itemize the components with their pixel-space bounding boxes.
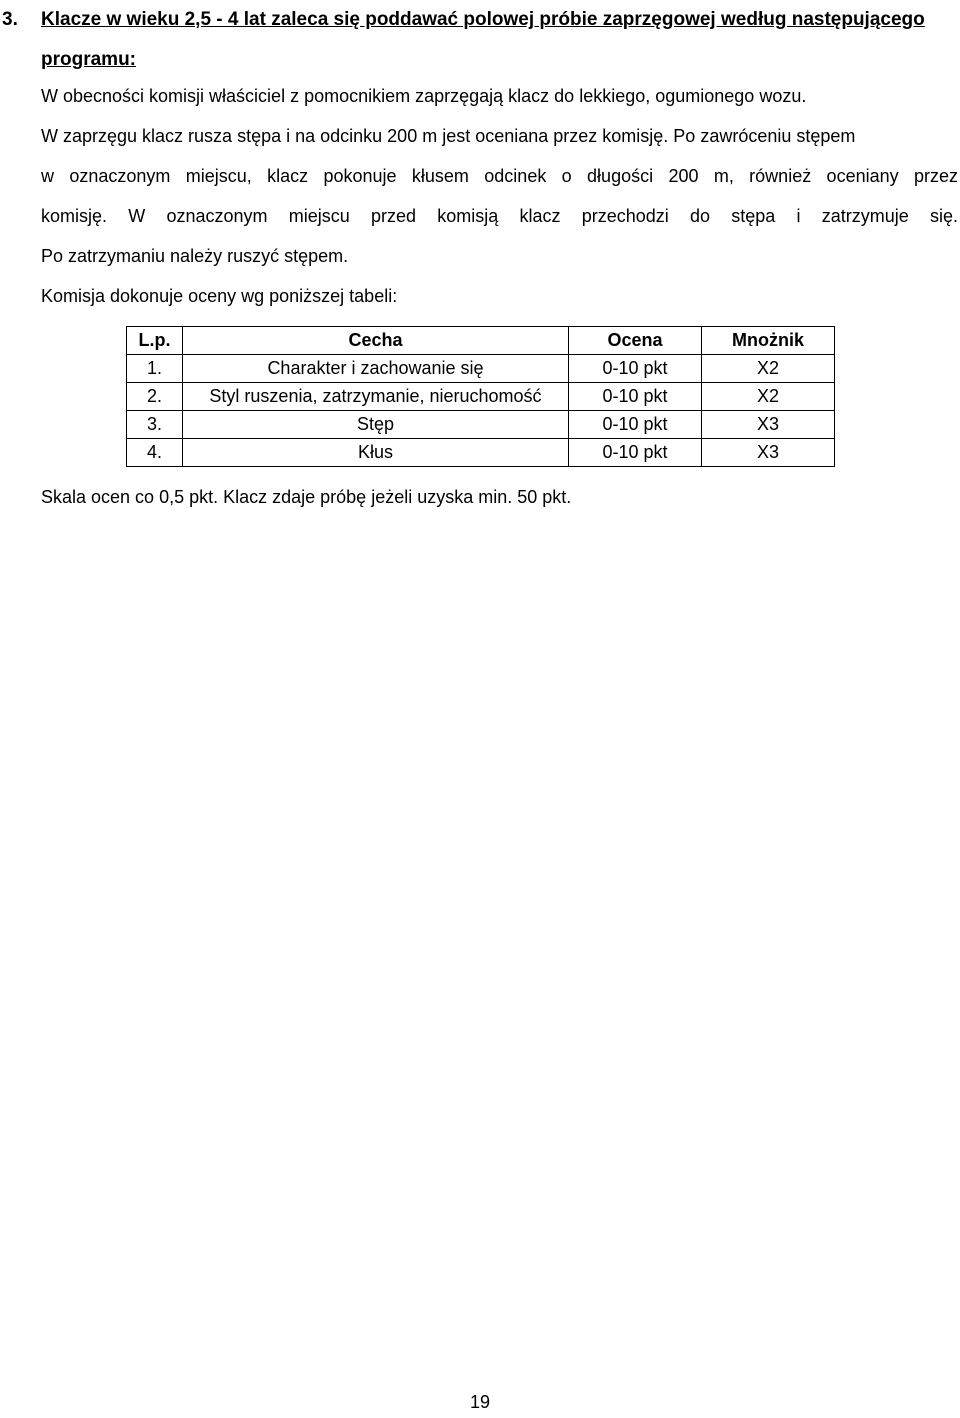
cell-lp: 1.: [127, 355, 183, 383]
cell-feature: Charakter i zachowanie się: [183, 355, 569, 383]
grading-table: [126, 326, 835, 467]
body-line-3: w oznaczonym miejscu, klacz pokonuje kłusem odcinek o długości 200 m, również oceniany przez: [41, 166, 958, 186]
cell-grade: 0-10 pkt: [569, 383, 702, 411]
cell-lp: 2.: [127, 383, 183, 411]
cell-multiplier: X2: [702, 383, 835, 411]
header-feature: Cecha: [183, 327, 569, 355]
cell-grade: 0-10 pkt: [569, 355, 702, 383]
table-row: [127, 411, 835, 439]
body-line-4: komisję. W oznaczonym miejscu przed komisją klacz przechodzi do stępa i zatrzymuje się.: [41, 206, 958, 226]
table-row: [127, 355, 835, 383]
cell-lp: 3.: [127, 411, 183, 439]
cell-multiplier: X3: [702, 411, 835, 439]
cell-grade: 0-10 pkt: [569, 439, 702, 467]
body-line-2: W zaprzęgu klacz rusza stępa i na odcinku 200 m jest oceniana przez komisję. Po zawróceniu stępem: [41, 126, 856, 146]
cell-grade: 0-10 pkt: [569, 411, 702, 439]
table-header-row: [127, 327, 835, 355]
header-lp: L.p.: [127, 327, 183, 355]
cell-feature: Styl ruszenia, zatrzymanie, nieruchomość: [183, 383, 569, 411]
header-multiplier: Mnożnik: [702, 327, 835, 355]
page-number: 19: [469, 1392, 491, 1412]
body-paragraph: [41, 76, 958, 316]
table-row: [127, 439, 835, 467]
cell-multiplier: X2: [702, 355, 835, 383]
table-row: [127, 383, 835, 411]
table-intro: Komisja dokonuje oceny wg poniższej tabeli:: [41, 286, 398, 306]
cell-multiplier: X3: [702, 439, 835, 467]
cell-feature: Kłus: [183, 439, 569, 467]
footnote: Skala ocen co 0,5 pkt. Klacz zdaje próbę jeżeli uzyska min. 50 pkt.: [41, 487, 572, 507]
cell-feature: Stęp: [183, 411, 569, 439]
section-number: 3.: [2, 9, 18, 30]
body-line-5: Po zatrzymaniu należy ruszyć stępem.: [41, 246, 349, 266]
header-grade: Ocena: [569, 327, 702, 355]
section-title: Klacze w wieku 2,5 - 4 lat zaleca się poddawać polowej próbie zaprzęgowej według następującego programu:: [41, 9, 925, 70]
body-line-1: W obecności komisji właściciel z pomocnikiem zaprzęgają klacz do lekkiego, ogumionego wozu.: [41, 86, 807, 106]
cell-lp: 4.: [127, 439, 183, 467]
